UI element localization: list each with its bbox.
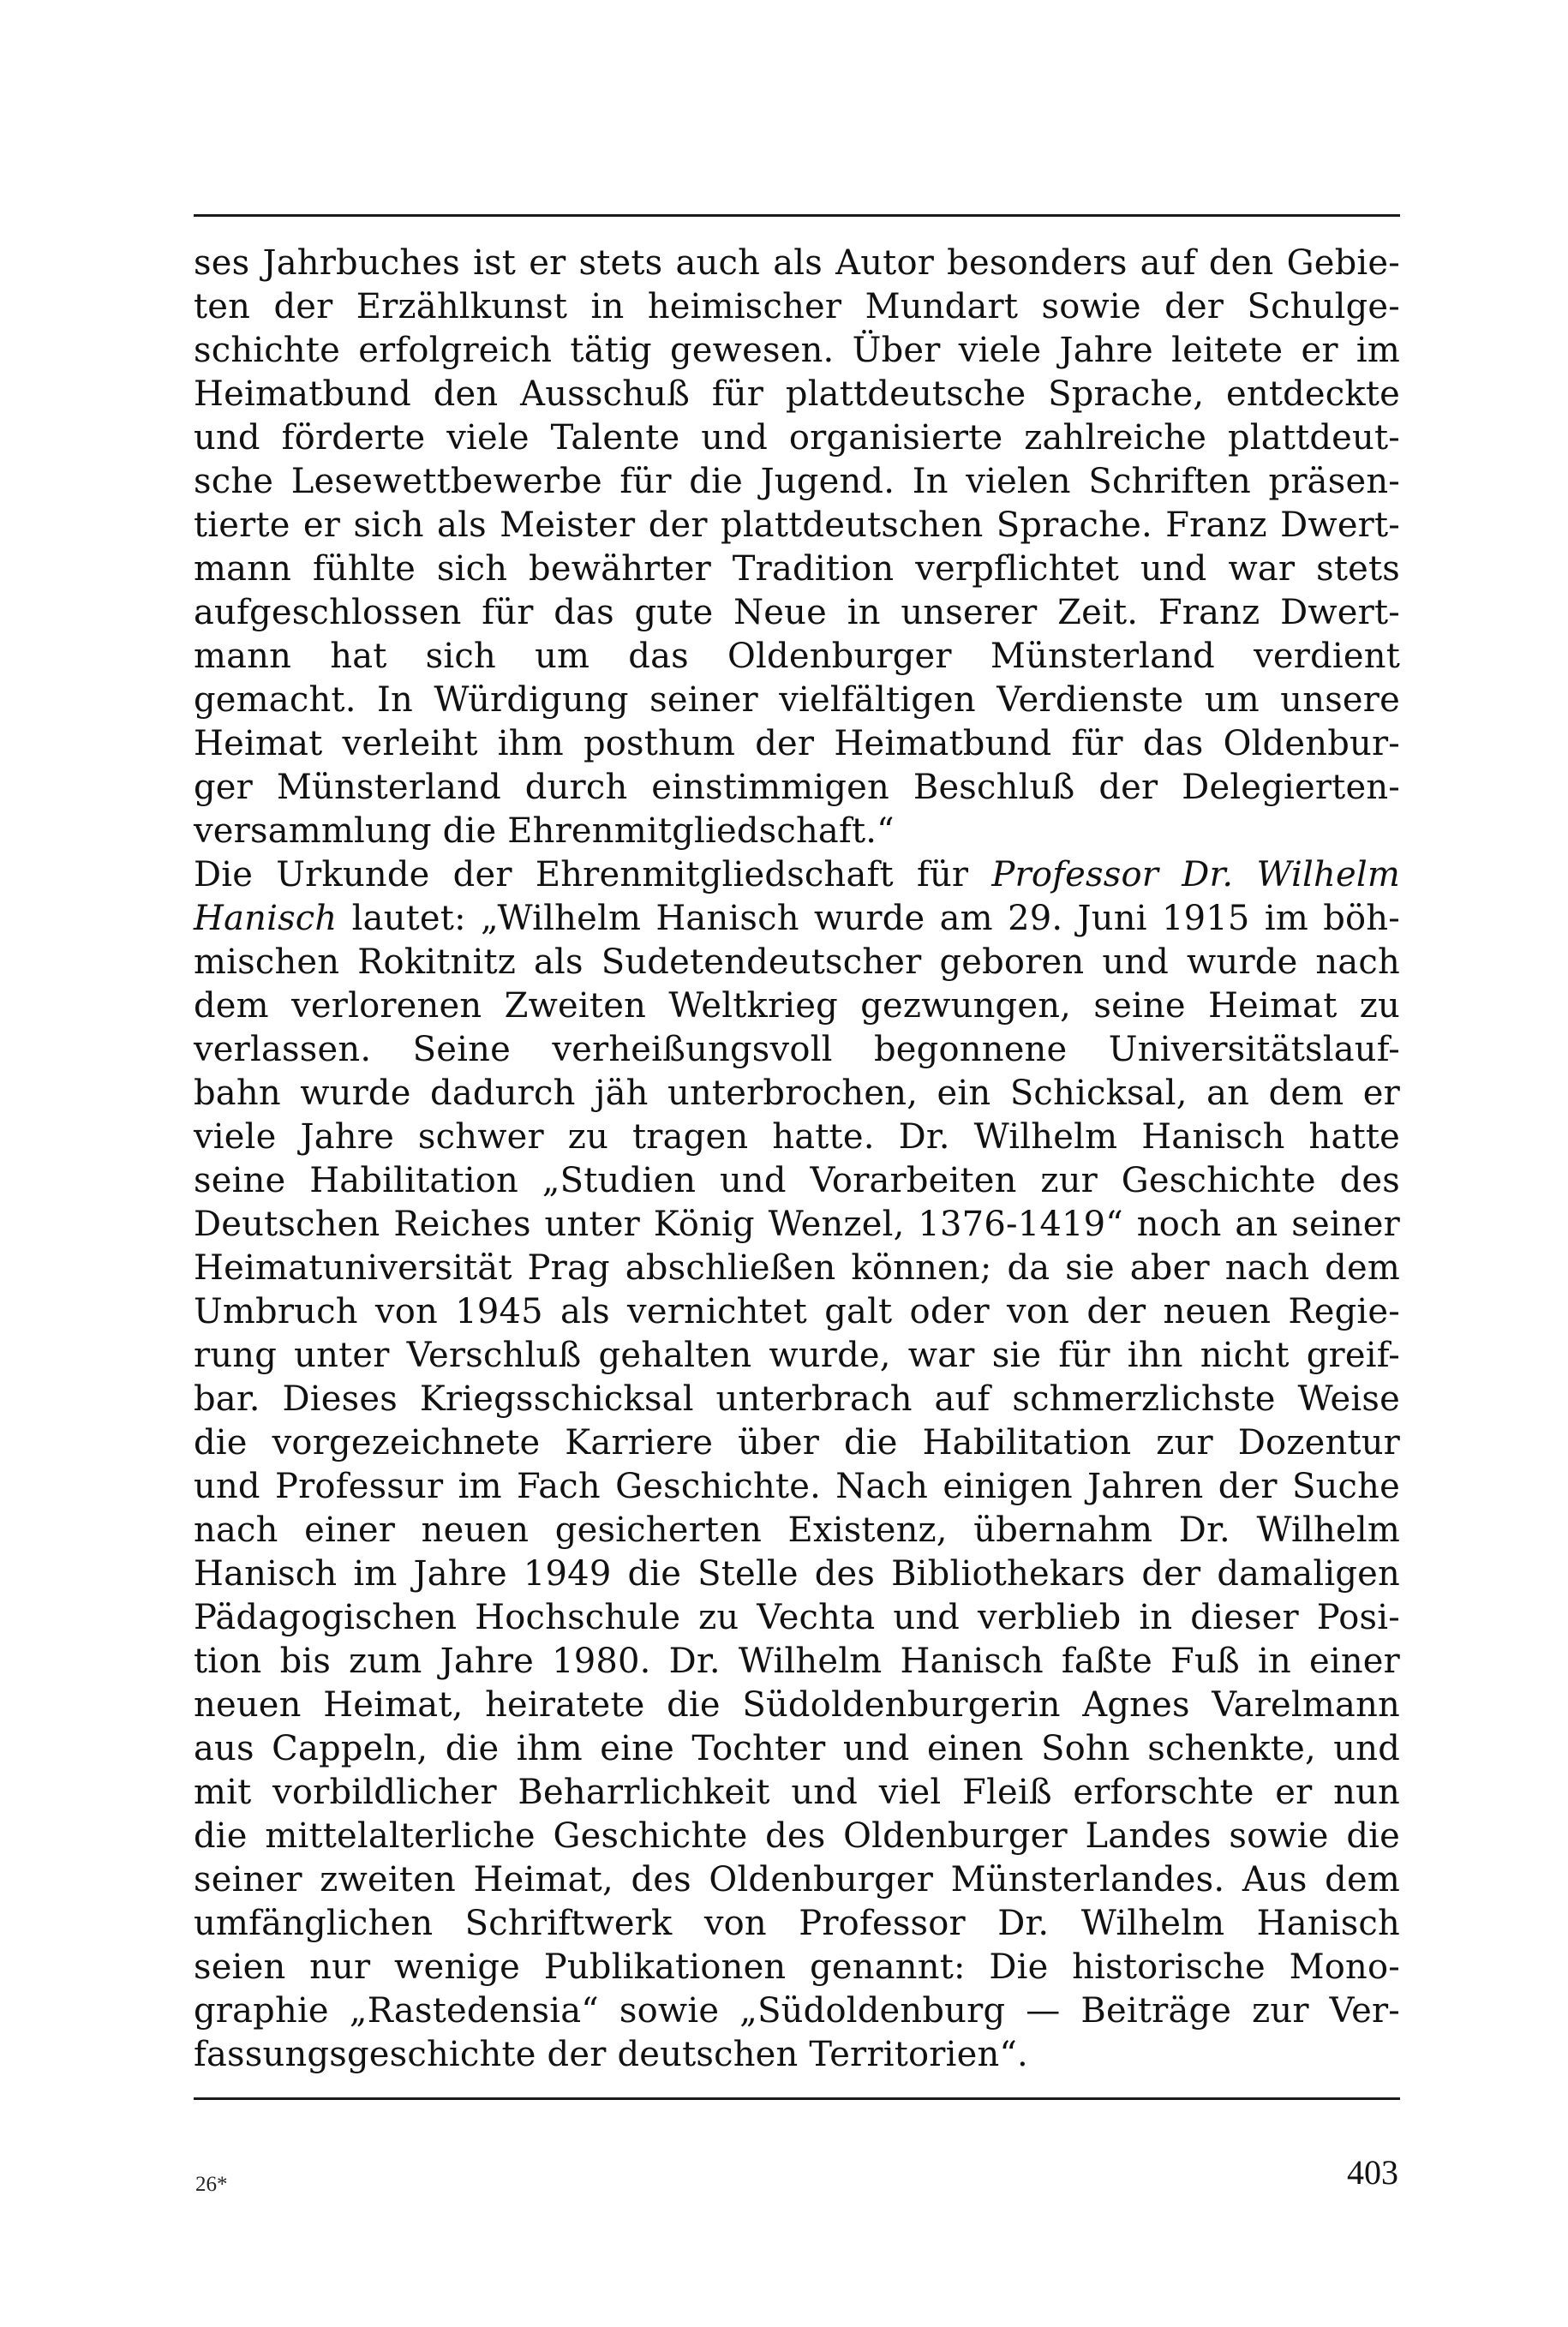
text-line: mit vorbildlicher Beharrlichkeit und viel Fleiß erforschte er nun — [194, 1773, 1400, 1812]
line-text: Die Urkunde der Ehrenmitgliedschaft für — [194, 855, 992, 894]
text-line: sche Lesewettbewerbe für die Jugend. In vielen Schriften präsen- — [194, 462, 1400, 501]
line-text: lautet: „Wilhelm Hanisch wurde am 29. Juni 1915 im böh- — [337, 899, 1400, 938]
text-line: ten der Erzählkunst in heimischer Mundart sowie der Schulge- — [194, 287, 1400, 326]
text-line: verlassen. Seine verheißungsvoll begonnene Universitätslauf- — [194, 1030, 1400, 1069]
text-line: Hanisch im Jahre 1949 die Stelle des Bibliothekars der damaligen — [194, 1554, 1400, 1594]
text-line: versammlung die Ehrenmitgliedschaft.“ — [194, 811, 895, 851]
text-line: Umbruch von 1945 als vernichtet galt oder von der neuen Regie- — [194, 1292, 1400, 1331]
text-line: umfänglichen Schriftwerk von Professor Dr. Wilhelm Hanisch — [194, 1904, 1400, 1943]
text-line: seine Habilitation „Studien und Vorarbeiten zur Geschichte des — [194, 1161, 1400, 1200]
bottom-rule — [194, 2097, 1400, 2100]
text-line: rung unter Verschluß gehalten wurde, war sie für ihn nicht greif- — [194, 1336, 1400, 1375]
text-line: Heimatuniversität Prag abschließen können; da sie aber nach dem — [194, 1248, 1400, 1288]
text-line: bahn wurde dadurch jäh unterbrochen, ein Schicksal, an dem er — [194, 1074, 1400, 1113]
page-number: 403 — [1347, 2153, 1398, 2192]
text-line: neuen Heimat, heiratete die Südoldenburgerin Agnes Varelmann — [194, 1685, 1400, 1725]
text-line: bar. Dieses Kriegsschicksal unterbrach auf schmerzlichste Weise — [194, 1379, 1400, 1419]
text-line: dem verlorenen Zweiten Weltkrieg gezwungen, seine Heimat zu — [194, 986, 1400, 1026]
text-line: Pädagogischen Hochschule zu Vechta und verblieb in dieser Posi- — [194, 1598, 1400, 1637]
body-text — [194, 242, 1400, 2077]
text-line: ses Jahrbuches ist er stets auch als Autor besonders auf den Gebie- — [194, 243, 1400, 283]
text-line: tierte er sich als Meister der plattdeutschen Sprache. Franz Dwert- — [194, 505, 1400, 545]
text-line: ger Münsterland durch einstimmigen Beschluß der Delegierten- — [194, 768, 1400, 807]
text-line: mann fühlte sich bewährter Tradition verpflichtet und war stets — [194, 549, 1400, 589]
text-line: viele Jahre schwer zu tragen hatte. Dr. Wilhelm Hanisch hatte — [194, 1117, 1400, 1157]
italic-name: Hanisch — [194, 899, 338, 938]
text-line: und förderte viele Talente und organisierte zahlreiche plattdeut- — [194, 418, 1400, 458]
text-line: graphie „Rastedensia“ sowie „Südoldenburg — Beiträge zur Ver- — [194, 1991, 1400, 2031]
text-line: die vorgezeichnete Karriere über die Habilitation zur Dozentur — [194, 1423, 1400, 1463]
italic-name: Professor Dr. Wilhelm — [991, 855, 1401, 894]
sheet-signature: 26* — [195, 2173, 228, 2196]
text-line: seien nur wenige Publikationen genannt: Die historische Mono- — [194, 1947, 1400, 1987]
text-line: fassungsgeschichte der deutschen Territorien“. — [194, 2035, 1028, 2074]
text-line: die mittelalterliche Geschichte des Oldenburger Landes sowie die — [194, 1816, 1400, 1856]
text-line: Heimatbund den Ausschuß für plattdeutsche Sprache, entdeckte — [194, 374, 1400, 414]
text-line: schichte erfolgreich tätig gewesen. Über viele Jahre leitete er im — [194, 331, 1400, 370]
text-line: mischen Rokitnitz als Sudetendeutscher geboren und wurde nach — [194, 942, 1400, 982]
text-line: nach einer neuen gesicherten Existenz, übernahm Dr. Wilhelm — [194, 1510, 1400, 1550]
text-line: gemacht. In Würdigung seiner vielfältigen Verdienste um unsere — [194, 680, 1400, 720]
text-line — [194, 897, 1400, 941]
text-line: aufgeschlossen für das gute Neue in unserer Zeit. Franz Dwert- — [194, 593, 1400, 632]
text-line: tion bis zum Jahre 1980. Dr. Wilhelm Hanisch faßte Fuß in einer — [194, 1642, 1400, 1681]
text-line: aus Cappeln, die ihm eine Tochter und einen Sohn schenkte, und — [194, 1729, 1400, 1768]
text-line: und Professur im Fach Geschichte. Nach einigen Jahren der Suche — [194, 1467, 1400, 1506]
text-line — [194, 853, 1400, 897]
text-line: seiner zweiten Heimat, des Oldenburger Münsterlandes. Aus dem — [194, 1860, 1400, 1899]
top-rule — [194, 214, 1400, 217]
text-line: Heimat verleiht ihm posthum der Heimatbund für das Oldenbur- — [194, 724, 1400, 763]
text-line: Deutschen Reiches unter König Wenzel, 1376-1419“ noch an seiner — [194, 1205, 1400, 1244]
text-line: mann hat sich um das Oldenburger Münsterland verdient — [194, 637, 1400, 676]
